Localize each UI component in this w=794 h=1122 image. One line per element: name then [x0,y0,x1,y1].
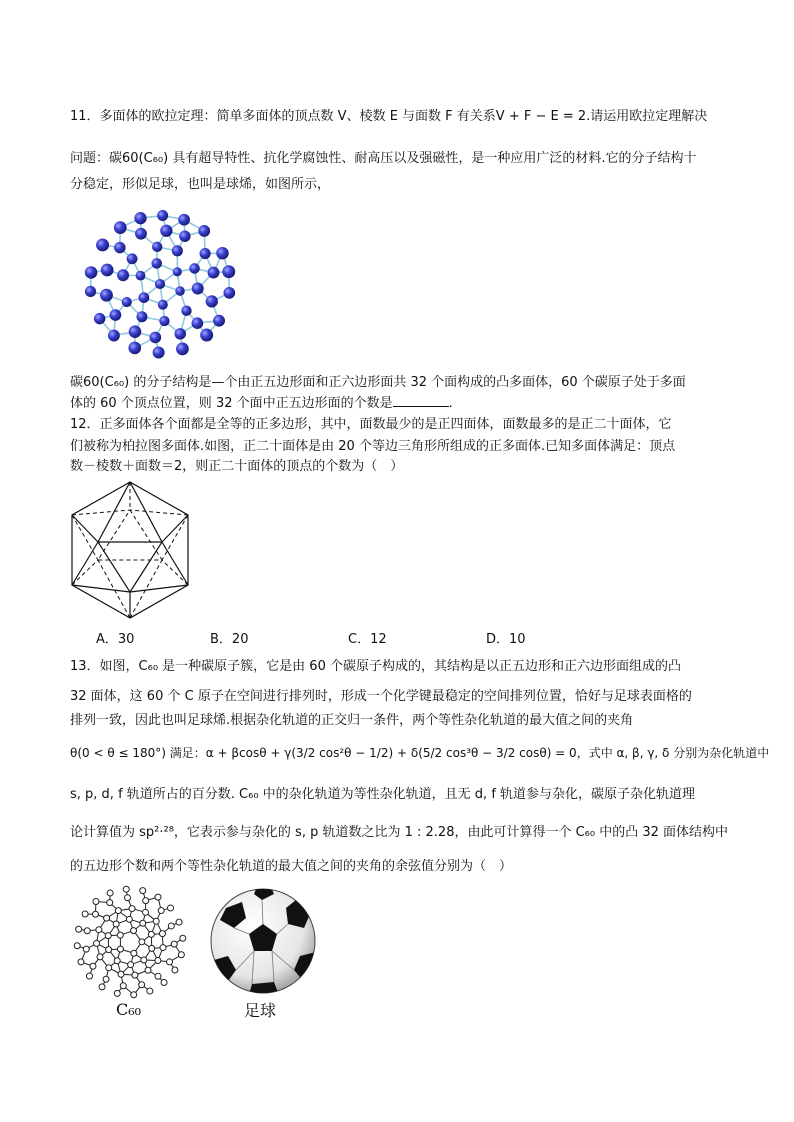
carbon-atom [94,313,105,324]
wire-vertex [97,954,103,960]
wire-vertex [106,965,112,971]
wire-vertex [118,971,124,977]
carbon-atom [160,225,172,237]
carbon-atom [153,347,165,359]
carbon-atom [181,305,191,315]
wire-vertex [114,990,120,996]
answer-blank [393,394,449,407]
wire-vertex [141,957,147,963]
c60-caption: C₆₀ [116,1000,142,1019]
carbon-atom [222,265,235,278]
wire-vertex [96,927,102,933]
wire-vertex [131,928,137,934]
carbon-atom [192,283,204,295]
carbon-atom [158,300,168,310]
carbon-atom [223,287,235,299]
carbon-atom [172,245,183,256]
wire-vertex [158,908,164,914]
wire-vertex [114,958,120,964]
wire-vertex [143,898,149,904]
q13-line-5: s, p, d, f 轨道所占的百分数. C₆₀ 中的杂化轨道为等性杂化轨道，且无 d, f 轨道参与杂化，碳原子杂化轨道理 [70,787,696,802]
carbon-atom [157,210,168,221]
wire-vertex [113,921,119,927]
wire-vertex [117,946,123,952]
carbon-atom [136,311,147,322]
q11-line-5-text: 体的 60 个顶点位置，则 32 个面中正五边形面的个数是 [70,396,393,411]
wire-vertex [124,895,130,901]
c60-molecule-figure [70,196,250,366]
carbon-atom [192,317,204,329]
carbon-atom [213,315,225,327]
q13-line-2: 32 面体，这 60 个 C 原子在空间进行排列时，形成一个化学键最稳定的空间排列位置，恰好与足球表面格的 [70,689,692,704]
wire-vertex [145,967,151,973]
wire-vertex [160,945,166,951]
q11-line-1: 11．多面体的欧拉定理：简单多面体的顶点数 V、棱数 E 与面数 F 有关系V + F − E = 2.请运用欧拉定理解决 [70,109,708,124]
carbon-atom [173,267,182,276]
carbon-atom [175,286,184,295]
soccer-ball-figure [208,886,318,996]
q13-line-3: 排列一致，因此也叫足球烯.根据杂化轨道的正交归一条件，两个等性杂化轨道的最大值之间的夹角 [70,713,634,728]
wire-vertex [107,900,113,906]
carbon-atom [96,238,109,251]
wire-vertex [78,959,84,965]
c60-wireframe-figure [72,884,188,1000]
carbon-atom [114,242,125,253]
wire-vertex [132,972,138,978]
carbon-atom [101,264,114,277]
wire-vertex [106,947,112,953]
wire-vertex [107,890,113,896]
wire-vertex [90,963,96,969]
carbon-atom [179,231,190,242]
choice-d[interactable]: D．10 [486,632,526,647]
q13-line-4: θ(0 < θ ≤ 180°) 满足：α + βcosθ + γ(3/2 cos²θ − 1/2) + δ(5/2 cos³θ − 3/2 cosθ) = 0，式中 α, β, γ, δ 分别为杂化轨道中 [70,746,770,760]
q13-line-6: 论计算值为 sp²·²⁸，它表示参与杂化的 s, p 轨道数之比为 1 : 2.28，由此可计算得一个 C₆₀ 中的凸 32 面体结构中 [70,825,729,840]
q13-line-7: 的五边形个数和两个等性杂化轨道的最大值之间的夹角的余弦值分别为（ ） [70,859,513,874]
wire-vertex [147,988,153,994]
q11-line-3: 分稳定，形似足球，也叫是球烯，如图所示， [70,177,331,192]
q11-line-2: 问题：碳60(C₆₀) 具有超导特性、抗化学腐蚀性、耐高压以及强磁性，是一种应用广泛的材料.它的分子结构十 [70,151,697,166]
carbon-atom [110,309,122,321]
wire-vertex [115,908,121,914]
wire-vertex [126,916,132,922]
wire-vertex [86,973,92,979]
wire-vertex [161,980,167,986]
carbon-atom [85,266,98,279]
q12-line-1: 12．正多面体各个面都是全等的正多边形，其中，面数最少的是正四面体，面数最多的是正二十面体，它 [70,417,672,432]
carbon-atom [200,329,213,342]
wire-vertex [105,933,111,939]
wire-vertex [93,898,99,904]
wire-vertex [76,926,82,932]
wire-vertex [139,982,145,988]
carbon-atom [152,242,162,252]
carbon-atom [117,269,129,281]
wire-vertex [159,931,165,937]
wire-vertex [82,911,88,917]
wire-vertex [180,935,186,941]
q12-choices [96,628,576,646]
wire-vertex [171,941,177,947]
wire-vertex [117,932,123,938]
carbon-atom [189,263,200,274]
carbon-atom [178,214,190,226]
wire-vertex [83,946,89,952]
wire-vertex [140,888,146,894]
wire-vertex [153,918,159,924]
carbon-atom [151,258,162,269]
q11-line-5 [70,394,453,413]
wire-vertex [149,945,155,951]
carbon-atom [108,330,120,342]
c60-wireframe [74,886,186,998]
wire-vertex [155,958,161,964]
carbon-atom [114,221,127,234]
carbon-atom [175,328,186,339]
wire-vertex [128,962,134,968]
wire-vertex [142,909,148,915]
carbon-atom [135,228,147,240]
carbon-atom [127,253,138,264]
choice-b[interactable]: B．20 [210,632,249,647]
wire-vertex [129,906,135,912]
wire-vertex [131,992,137,998]
icosahedron-figure [70,480,190,620]
carbon-atom [159,316,169,326]
wire-vertex [155,973,161,979]
carbon-atom [155,279,165,289]
q11-line-4: 碳60(C₆₀) 的分子结构是—个由正五边形面和正六边形面共 32 个面构成的凸多面体，60 个碳原子处于多面 [70,375,686,390]
choice-c[interactable]: C．12 [348,632,387,647]
carbon-atom [206,295,218,307]
soccer-ball-caption: 足球 [244,1001,277,1020]
carbon-atom [199,248,210,259]
wire-vertex [84,928,90,934]
wire-vertex [99,984,105,990]
carbon-atom [138,292,149,303]
wire-vertex [172,967,178,973]
q12-line-3: 数－棱数＋面数＝2，则正二十面体的顶点的个数为（ ） [70,459,404,474]
q11-line-5-end: . [448,396,453,411]
wire-vertex [103,976,109,982]
c60-molecule [85,210,235,359]
wire-vertex [104,915,110,921]
wire-vertex [168,923,174,929]
wire-vertex [131,950,137,956]
carbon-atom [85,286,96,297]
wire-vertex [140,920,146,926]
carbon-atom [208,267,220,279]
wire-vertex [123,886,129,892]
choice-a[interactable]: A．30 [96,632,135,647]
carbon-atom [176,343,189,356]
carbon-atom [136,271,146,281]
wire-vertex [92,911,98,917]
carbon-atom [128,342,141,355]
wire-vertex [139,939,145,945]
wire-vertex [168,905,174,911]
carbon-atom [216,247,228,259]
wire-vertex [74,943,80,949]
carbon-atom [134,212,146,224]
wire-vertex [176,919,182,925]
q13-line-1: 13．如图，C₆₀ 是一种碳原子簇，它是由 60 个碳原子构成的，其结构是以正五边形和正六边形面组成的凸 [70,659,681,674]
wire-vertex [120,983,126,989]
wire-vertex [148,931,154,937]
wire-vertex [94,940,100,946]
carbon-atom [122,297,132,307]
q12-line-2: 们被称为柏拉图多面体.如图，正二十面体是由 20 个等边三角形所组成的正多面体.已知多面体满足：顶点 [70,439,676,454]
carbon-atom [198,225,210,237]
wire-vertex [178,952,184,958]
carbon-atom [129,325,142,338]
carbon-atom [150,332,162,344]
wire-vertex [167,959,173,965]
wire-vertex [155,894,161,900]
carbon-atom [100,289,113,302]
